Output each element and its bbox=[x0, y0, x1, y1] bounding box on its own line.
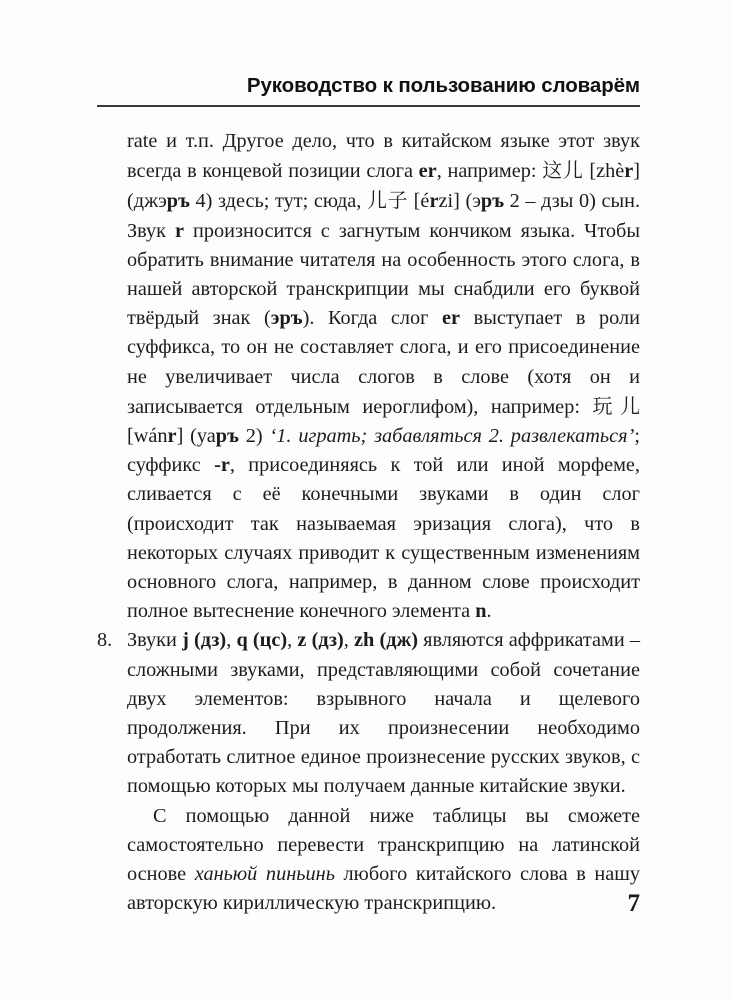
bold-run: r bbox=[167, 425, 177, 448]
text-run: ; суффикс bbox=[127, 425, 640, 477]
text-run: выступает в роли суффикса, то он не составляет слога, и его присоединение не увеличивает числа слогов в слове (хотя он и записывается отдельным иероглифом), например: bbox=[127, 307, 641, 418]
text-run: Звуки bbox=[127, 629, 183, 652]
page-header bbox=[97, 74, 640, 107]
chinese-characters: 这儿 bbox=[542, 158, 584, 183]
text-run: , bbox=[226, 629, 237, 652]
text-run: , bbox=[343, 629, 355, 652]
text-run: 2) bbox=[238, 425, 270, 448]
text-run: , bbox=[287, 629, 298, 652]
text-run: [wán bbox=[127, 425, 168, 448]
bold-run: er bbox=[442, 307, 461, 330]
bold-run: er bbox=[418, 160, 437, 183]
header-divider-rule bbox=[97, 105, 640, 107]
bold-run: ръ bbox=[166, 190, 190, 213]
text-run: ] (уа bbox=[176, 425, 216, 448]
bold-run: j (дз) bbox=[182, 629, 227, 652]
text-run: ] (джэ bbox=[127, 160, 641, 213]
page-body bbox=[97, 127, 641, 918]
bold-run: z (дз) bbox=[297, 629, 344, 652]
bold-run: n bbox=[475, 600, 487, 623]
text-run: . bbox=[486, 600, 492, 623]
text-run: [é bbox=[408, 190, 430, 213]
bold-run: эръ bbox=[270, 307, 303, 330]
text-run: произносится с загнутым кончиком языка. Чтобы обратить внимание читателя на особенность этого слога, в нашей авторской транскрипции мы снабдили его буквой твёрдый знак ( bbox=[127, 219, 641, 330]
text-run: , например: bbox=[436, 160, 543, 183]
bold-run: zh (дж) bbox=[354, 629, 418, 652]
running-head-title: Руководство к пользованию словарём bbox=[246, 74, 640, 97]
bold-run: ръ bbox=[480, 190, 505, 213]
italic-gloss: ‘1. играть; забавляться 2. развлекаться’ bbox=[269, 425, 635, 448]
italic-term: ханьюй пиньинь bbox=[194, 863, 335, 886]
list-item-8 bbox=[97, 626, 641, 801]
text-run: [zhè bbox=[583, 160, 625, 183]
bold-run: r bbox=[624, 160, 634, 183]
text-run: являются аффрикатами – сложными звуками, представляющими собой сочетание двух элементов: взрывного начала и щелевого продолжения. При их произнесении необходимо отработать слитное единое произнесение русских звуков, с помощью которых мы получаем данные китайские звуки. bbox=[127, 629, 641, 798]
text-run: любого китайского слова в нашу авторскую кириллическую транскрипцию. bbox=[127, 863, 640, 915]
bold-run: q (цс) bbox=[236, 629, 288, 652]
page-number: 7 bbox=[627, 890, 640, 917]
text-run: zi] (э bbox=[438, 190, 481, 213]
list-item-marker: 8. bbox=[97, 629, 113, 652]
text-run: 2 – дзы 0) сын. Звук bbox=[127, 190, 641, 242]
bold-run: ръ bbox=[215, 425, 239, 448]
bold-run: -r bbox=[214, 454, 230, 477]
text-run: , присоединяясь к той или иной морфеме, сливается с её конечными звуками в один слог (происходит так называемая эризация слога), что в некоторых случаях приводит к существенным изменениям основного слога, например, в данном слове происходит полное вытеснение конечного элемента bbox=[127, 454, 640, 623]
chinese-characters: 儿子 bbox=[366, 188, 409, 213]
bold-run: r bbox=[175, 219, 185, 242]
text-run: rate и т.п. Другое дело, что в китайском языке этот звук всегда в концевой позиции слога bbox=[127, 130, 640, 183]
text-run: С помощью данной ниже таблицы вы сможете самостоятельно перевести транскрипцию на латинской основе bbox=[127, 804, 640, 886]
text-run: ). Когда слог bbox=[302, 307, 443, 330]
chinese-characters: 玩儿 bbox=[592, 393, 640, 418]
bold-run: r bbox=[429, 190, 439, 213]
paragraph-continued bbox=[127, 127, 640, 626]
text-run: 4) здесь; тут; сюда, bbox=[189, 190, 367, 213]
